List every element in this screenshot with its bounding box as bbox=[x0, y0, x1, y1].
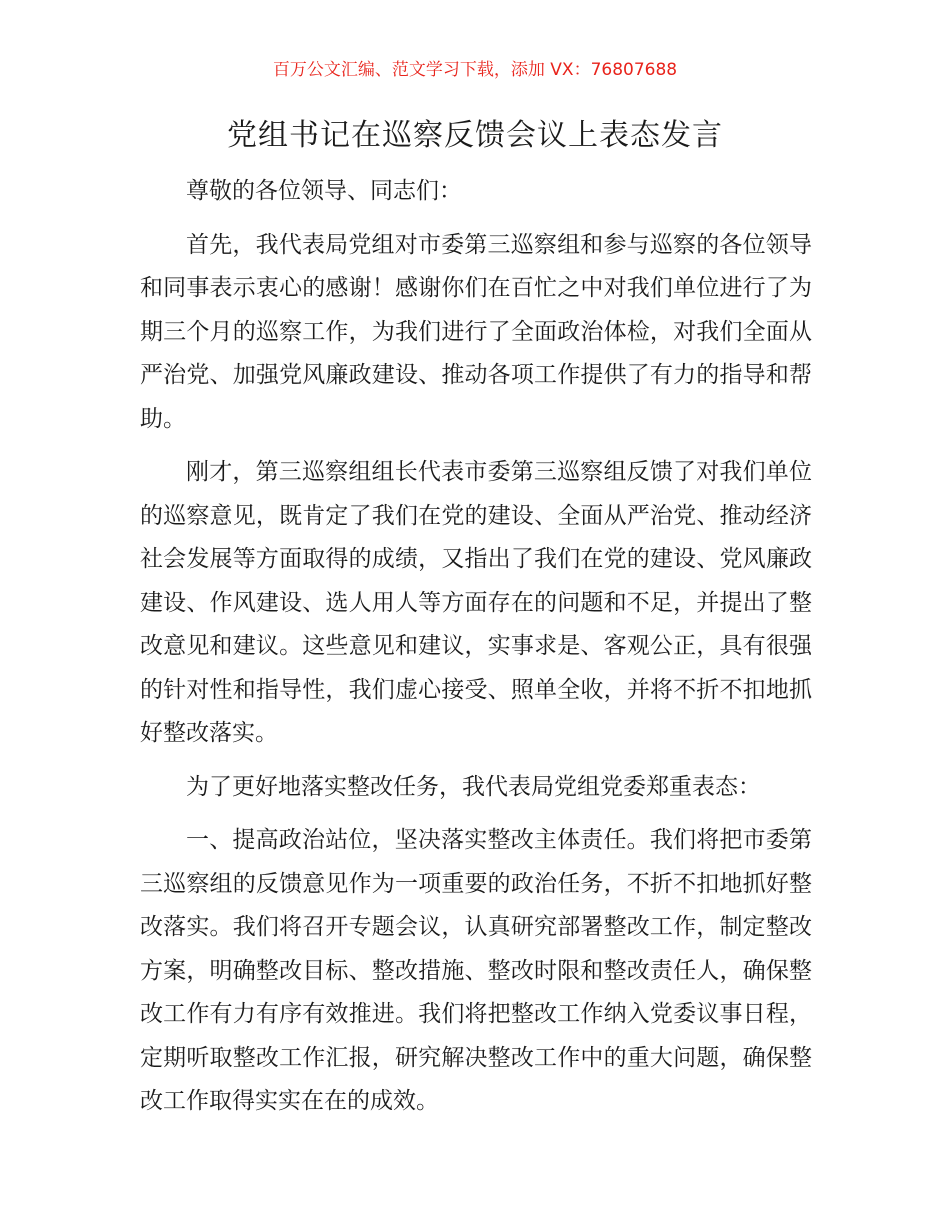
header-promo-note: 百万公文汇编、范文学习下载，添加 VX：76807688 bbox=[272, 60, 678, 80]
paragraph-4: 一、提高政治站位，坚决落实整改主体责任。我们将把市委第三巡察组的反馈意见作为一项重要的政治任务，不折不扣地抓好整改落实。我们将召开专题会议，认真研究部署整改工作，制定整改方案，明确整改目标、整改措施、整改时限和整改责任人，确保整改工作有力有序有效推进。我们将把整改工作纳入党委议事日程，定期听取整改工作汇报，研究解决整改工作中的重大问题，确保整改工作取得实实在在的成效。 bbox=[140, 827, 812, 1114]
page-title: 党组书记在巡察反馈会议上表态发言 bbox=[227, 118, 723, 153]
paragraph-2: 刚才，第三巡察组组长代表市委第三巡察组反馈了对我们单位的巡察意见，既肯定了我们在党的建设、全面从严治党、推动经济社会发展等方面取得的成绩，又指出了我们在党的建设、党风廉政建设、作风建设、选人用人等方面存在的问题和不足，并提出了整改意见和建议。这些意见和建议，实事求是、客观公正，具有很强的针对性和指导性，我们虚心接受、照单全收，并将不折不扣地抓好整改落实。 bbox=[140, 459, 812, 746]
document-body bbox=[140, 170, 812, 1134]
paragraph-1: 首先，我代表局党组对市委第三巡察组和参与巡察的各位领导和同事表示衷心的感谢！感谢你们在百忙之中对我们单位进行了为期三个月的巡察工作，为我们进行了全面政治体检，对我们全面从严治党、加强党风廉政建设、推动各项工作提供了有力的指导和帮助。 bbox=[140, 231, 812, 432]
paragraph-3: 为了更好地落实整改任务，我代表局党组党委郑重表态： bbox=[186, 773, 761, 800]
salutation: 尊敬的各位领导、同志们： bbox=[186, 178, 462, 204]
